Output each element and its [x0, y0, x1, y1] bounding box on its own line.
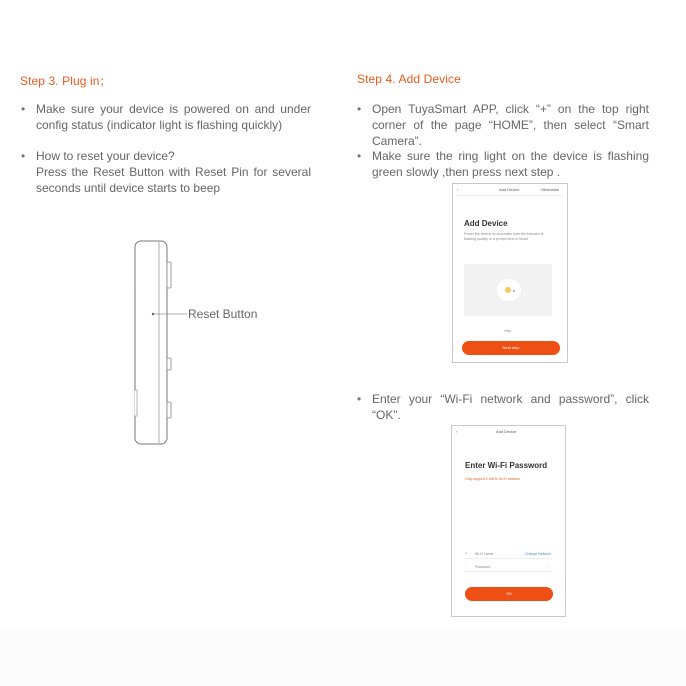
reset-button-label: Reset Button [188, 307, 258, 321]
step3-bullet-1 [21, 101, 311, 133]
step4-bullet-2 [357, 148, 649, 180]
phone-screenshot-add-device [452, 183, 568, 363]
eye-icon[interactable]: ◦ [547, 564, 549, 568]
nav-right-link: Otherwise [541, 187, 560, 192]
phone-screenshot-wifi-password [451, 425, 566, 617]
ok-button[interactable]: OK [465, 587, 553, 601]
wifi-heading: Enter Wi-Fi Password [465, 461, 548, 470]
bottom-band [0, 628, 686, 686]
device-side-view [134, 240, 174, 446]
step4-bullet-1 [357, 101, 649, 149]
bullet-dot-icon: • [21, 102, 26, 116]
back-arrow-icon: ‹ [457, 187, 459, 192]
bullet-text: Enter your “Wi-Fi network and password”, click “OK”. [372, 392, 649, 422]
nav-title: Add Device [496, 429, 517, 434]
bullet-dot-icon: • [357, 102, 362, 116]
change-network-link[interactable]: Change Network [525, 552, 552, 556]
bullet-text: How to reset your device? Press the Reset Button with Reset Pin for several seconds until device starts to beep [36, 149, 311, 195]
wifi-name-label: Wi-Fi Name [475, 552, 494, 556]
next-step-button[interactable]: Next step [462, 341, 560, 355]
reset-leader-line [174, 313, 188, 315]
wifi-name-row[interactable] [465, 550, 553, 559]
step4-title: Step 4. Add Device [357, 72, 461, 86]
bullet-text: Make sure your device is powered on and under config status (indicator light is flashing quickly) [36, 102, 311, 132]
step4-bullet-3 [357, 391, 649, 423]
bullet-dot-icon: • [357, 392, 362, 406]
back-arrow-icon: ‹ [456, 429, 458, 434]
help-hint: Help [504, 329, 512, 333]
lock-icon: ▫ [465, 564, 467, 568]
add-device-heading: Add Device [464, 219, 508, 228]
nav-title: Add Device [499, 187, 520, 192]
password-label: Password [475, 565, 491, 569]
bullet-text: Open TuyaSmart APP, click “+” on the top right corner of the page “HOME”, then select “Smart Camera”. [372, 102, 649, 148]
bullet-dot-icon: • [21, 149, 26, 163]
wifi-icon: ≈ [465, 551, 467, 555]
password-row[interactable] [465, 563, 553, 572]
add-device-instruction: Power the device on and make sure the indicator is flashing quickly or a prompt tone is heard [464, 232, 544, 241]
phone-nav-bar [453, 184, 567, 194]
camera-image-area [464, 264, 552, 316]
bullet-dot-icon: • [357, 149, 362, 163]
phone-nav-bar [452, 426, 565, 436]
step3-bullet-2 [21, 148, 311, 196]
wifi-warning: Only support 2.4GHz Wi-Fi network [465, 477, 521, 481]
bullet-text: Make sure the ring light on the device is flashing green slowly ,then press next step . [372, 149, 649, 179]
step3-title: Step 3. Plug in； [20, 74, 112, 88]
camera-icon [464, 264, 552, 316]
